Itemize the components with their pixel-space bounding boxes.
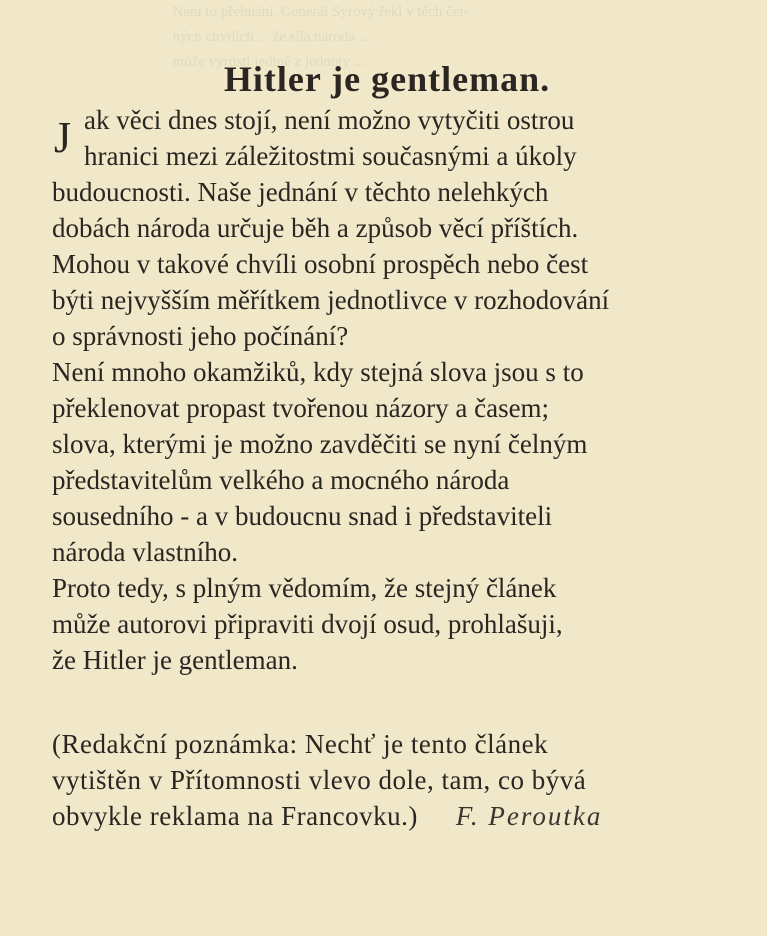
article-title: Hitler je gentleman. (223, 59, 551, 99)
text-line: ak věci dnes stojí, není možno vytyčiti ostrou (84, 105, 575, 135)
text-line: býti nejvyšším měřítkem jednotlivce v rozhodování (52, 285, 610, 315)
editorial-note-line (52, 798, 722, 834)
text-line: může autorovi připraviti dvojí osud, prohlašuji, (52, 609, 563, 639)
text-line: že Hitler je gentleman. (52, 645, 298, 675)
text-line: sousedního - a v budoucnu snad i představiteli (52, 501, 553, 531)
text-line: slova, kterými je možno zavděčiti se nyní čelným (52, 429, 588, 459)
text-line: národa vlastního. (52, 537, 238, 567)
paragraph-gap (52, 678, 722, 726)
text-line: hranici mezi záležitostmi současnými a úkoly (84, 141, 577, 171)
text-line: budoucnosti. Naše jednání v těchto nelehkých (52, 177, 549, 207)
text-line: představitelům velkého a mocného národa (52, 465, 510, 495)
text-line: překlenovat propast tvořenou názory a časem; (52, 393, 550, 423)
bleed-through-background: Není to přehnání. Generál Syrový řekl v těch čer- ných chvílích ... že síla národa ... může vyrůsti jedině z jednoty ... (172, 4, 470, 70)
text-line: Proto tedy, s plným vědomím, že stejný článek (52, 573, 557, 603)
editorial-note-line: (Redakční poznámka: Nechť je tento článek (52, 729, 549, 759)
opening-paragraph (52, 102, 722, 174)
text-line: dobách národa určuje běh a způsob věcí příštích. (52, 213, 579, 243)
author-signature: F. Peroutka (455, 801, 603, 831)
editorial-note-line: vytištěn v Přítomnosti vlevo dole, tam, co bývá (52, 765, 587, 795)
text-line: Není mnoho okamžiků, kdy stejná slova jsou s to (52, 357, 584, 387)
text-line: o správnosti jeho počínání? (52, 321, 349, 351)
text-line: Mohou v takové chvíli osobní prospěch nebo čest (52, 249, 589, 279)
article (52, 58, 722, 834)
editorial-note-text: obvykle reklama na Francovku.) (52, 801, 418, 831)
drop-cap: J (54, 113, 72, 162)
